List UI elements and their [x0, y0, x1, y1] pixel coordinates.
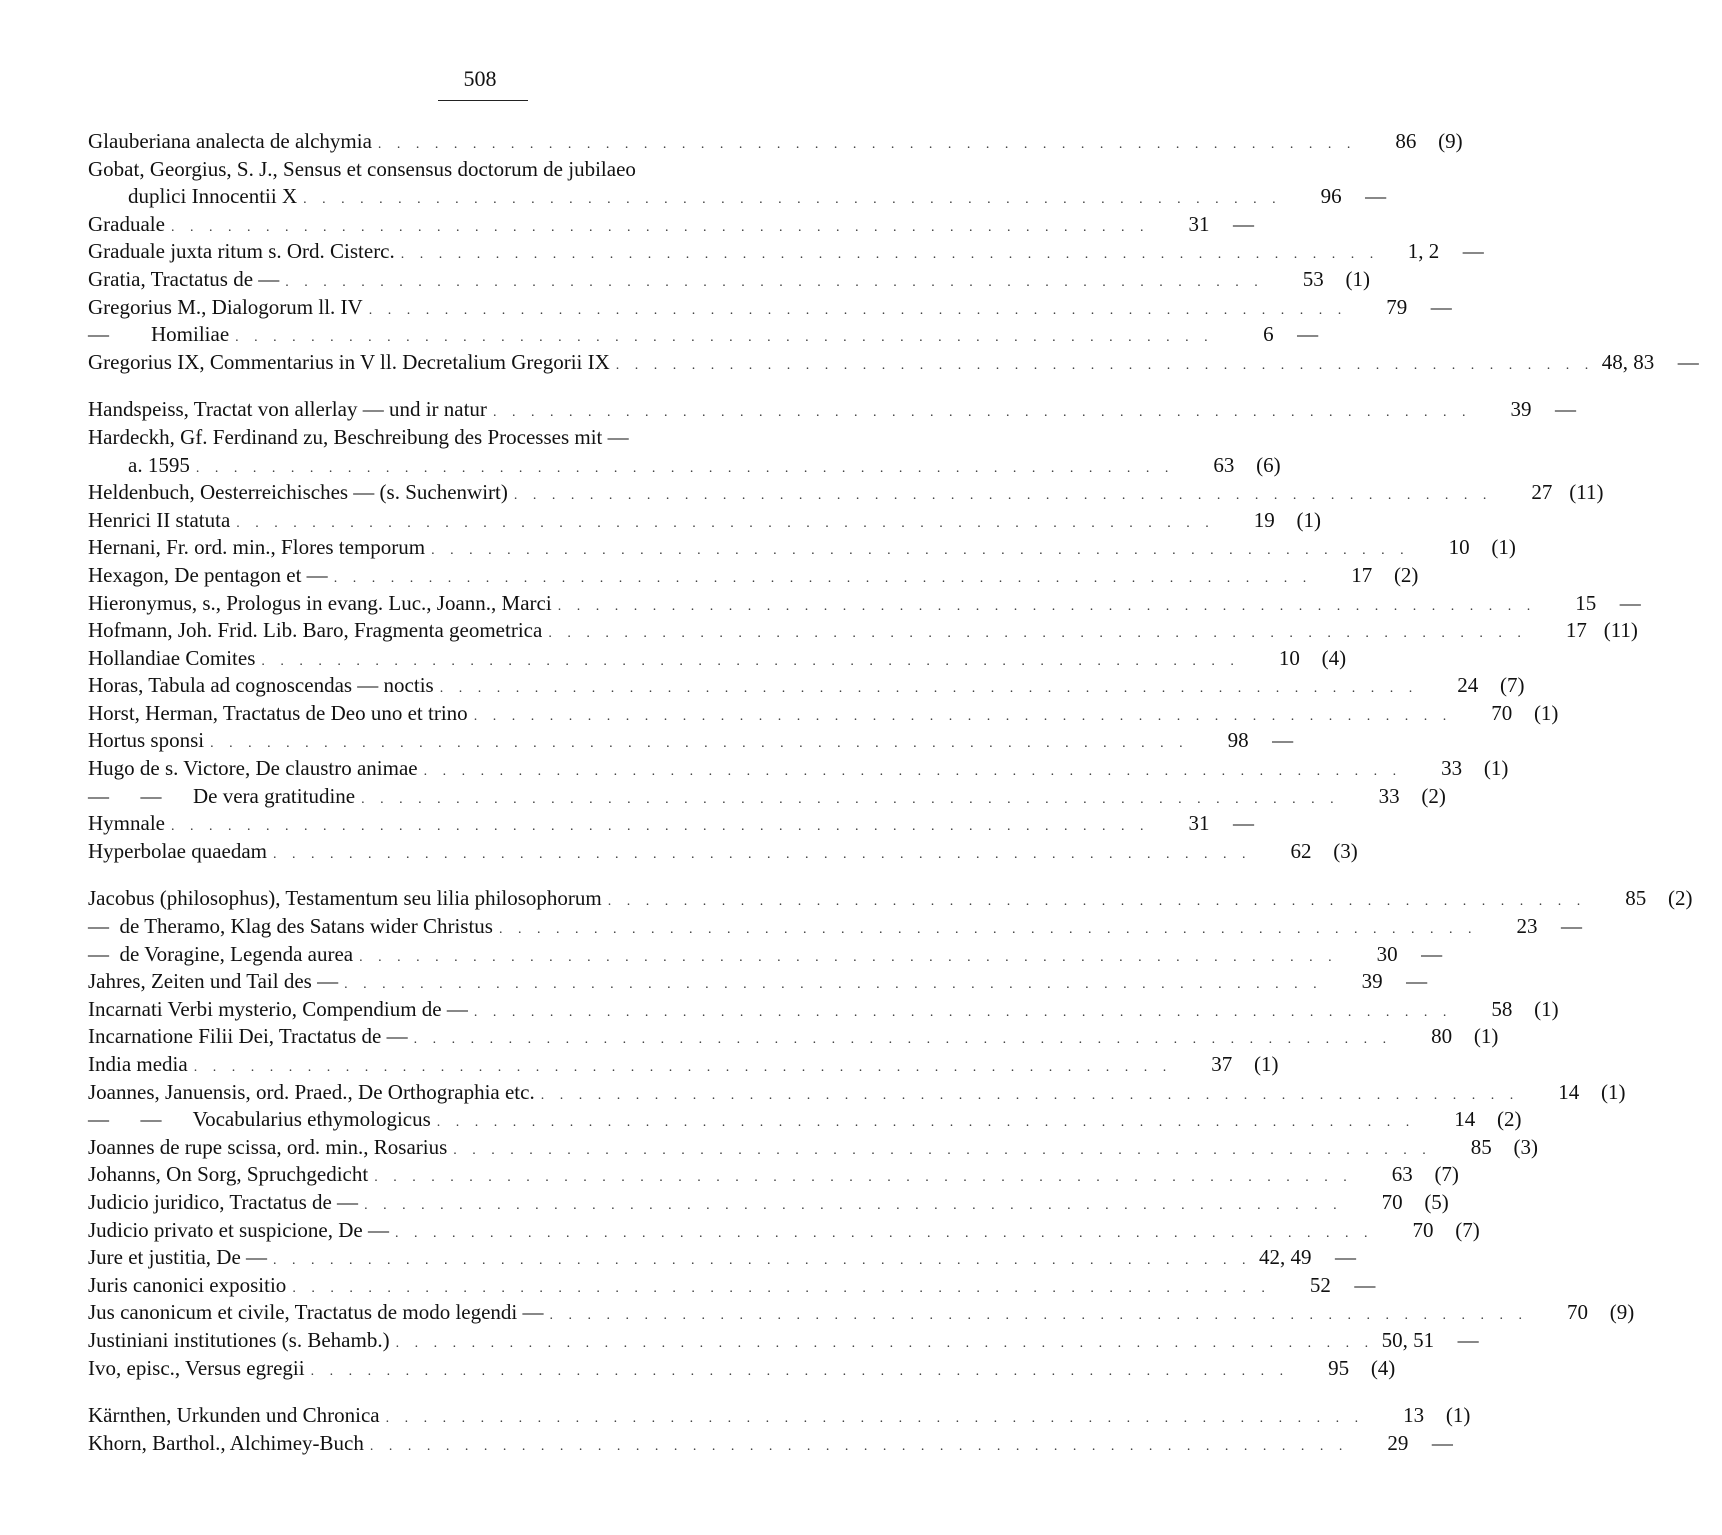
entry-page-ref: 10	[1278, 645, 1300, 670]
dot-leader: . . . . . . . . . . . . . . . . . . . . . . . . . . . . . . . . . . . . . . . . . . . . . . . . . . . .	[344, 977, 1323, 993]
dot-leader: . . . . . . . . . . . . . . . . . . . . . . . . . . . . . . . . . . . . . . . . . . . . . . . . . . . .	[423, 764, 1403, 780]
entry-title: Juris canonici expositio	[88, 1272, 287, 1297]
dot-leader: . . . . . . . . . . . . . . . . . . . . . . . . . . . . . . . . . . . . . . . . . . . . . . . . . . . .	[210, 736, 1189, 752]
page-number: 508	[463, 66, 497, 91]
entry-count: (2)	[1393, 562, 1419, 587]
entry-page-ref: 14	[1558, 1079, 1580, 1104]
entry-count: (2)	[1497, 1107, 1522, 1132]
index-entry	[88, 645, 1347, 673]
dot-leader: . . . . . . . . . . . . . . . . . . . . . . . . . . . . . . . . . . . . . . . . . . . . . . . . . . . .	[540, 1087, 1520, 1103]
entry-page-ref: 29	[1387, 1430, 1409, 1455]
entry-page-ref: 31	[1188, 211, 1210, 236]
dot-leader: . . . . . . . . . . . . . . . . . . . . . . . . . . . . . . . . . . . . . . . . . . . . . . . . . . . .	[261, 653, 1240, 669]
entry-count: (1)	[1600, 1079, 1626, 1104]
dot-leader: . . . . . . . . . . . . . . . . . . . . . . . . . . . . . . . . . . . . . . . . . . . . . . . . . . . .	[359, 949, 1338, 965]
index-entry	[88, 885, 1693, 913]
entry-count: —	[1421, 941, 1443, 966]
dot-leader: . . . . . . . . . . . . . . . . . . . . . . . . . . . . . . . . . . . . . . . . . . . . . . . . . . . .	[607, 894, 1587, 910]
entry-count: (1)	[1253, 1052, 1279, 1076]
entry-count: —	[1297, 322, 1319, 347]
index-entry	[88, 700, 1559, 728]
entry-title: Jure et justitia, De —	[88, 1245, 268, 1270]
entry-page-ref: 63	[1213, 452, 1235, 477]
entry-count: (2)	[1668, 886, 1693, 911]
entry-page-ref: 70	[1567, 1300, 1588, 1325]
entry-page-ref: 79	[1386, 294, 1408, 319]
entry-count: (11)	[1603, 618, 1638, 643]
entry-page-ref: 86	[1395, 129, 1417, 153]
dot-leader: . . . . . . . . . . . . . . . . . . . . . . . . . . . . . . . . . . . . . . . . . . . . . . . . . . . .	[310, 1363, 1290, 1379]
index-entry	[88, 238, 1484, 266]
entry-title: Graduale	[88, 211, 165, 236]
entry-page-ref: 33	[1378, 783, 1400, 808]
entry-title: a. 1595	[128, 452, 190, 477]
entry-count: (4)	[1370, 1355, 1396, 1380]
entry-title: Johanns, On Sorg, Spruchgedicht	[88, 1162, 369, 1187]
entry-count: (9)	[1609, 1300, 1635, 1325]
entry-page-ref: 52	[1309, 1272, 1331, 1297]
entry-page-ref: 19	[1253, 507, 1275, 532]
entry-title: Horas, Tabula ad cognoscendas — noctis	[88, 673, 434, 698]
entry-count: (1)	[1345, 266, 1371, 291]
entry-title: Gregorius M., Dialogorum ll. IV	[88, 294, 363, 319]
entry-count: (1)	[1483, 756, 1509, 781]
entry-title: Jahres, Zeiten und Tail des —	[88, 969, 339, 994]
entry-page-ref: 14	[1454, 1107, 1476, 1132]
index-entry	[88, 1430, 1453, 1458]
entry-count: (1)	[1473, 1024, 1499, 1049]
dot-leader: . . . . . . . . . . . . . . . . . . . . . . . . . . . . . . . . . . . . . . . . . . . . . . . . . . . .	[236, 515, 1215, 531]
entry-title: Handspeiss, Tractat von allerlay — und ir natur	[88, 397, 487, 422]
index-entry	[88, 479, 1604, 507]
index-entry	[88, 783, 1446, 811]
index-entry	[88, 1272, 1376, 1300]
entry-page-ref: 42, 49	[1259, 1245, 1312, 1270]
index-entry-line: Hardeckh, Gf. Ferdinand zu, Beschreibung des Processes mit —	[88, 424, 629, 449]
index-entry	[88, 1402, 1471, 1430]
entry-count: (9)	[1438, 129, 1463, 153]
entry-page-ref: 6	[1263, 322, 1274, 347]
index-group	[88, 128, 1699, 376]
dot-leader: . . . . . . . . . . . . . . . . . . . . . . . . . . . . . . . . . . . . . . . . . . . . . . . . . . . .	[548, 626, 1527, 642]
entry-page-ref: 1, 2	[1407, 239, 1440, 264]
entry-count: (3)	[1333, 838, 1358, 863]
entry-page-ref: 23	[1516, 914, 1538, 939]
entry-page-ref: 58	[1491, 996, 1513, 1021]
entry-count: (4)	[1321, 645, 1347, 670]
index-entry	[88, 266, 1371, 294]
entry-page-ref: 15	[1575, 590, 1597, 615]
entry-title: Hugo de s. Victore, De claustro animae	[88, 756, 418, 781]
entry-page-ref: 80	[1431, 1024, 1453, 1049]
entry-title: Graduale juxta ritum s. Ord. Cisterc.	[88, 239, 395, 264]
entry-count: (3)	[1513, 1134, 1539, 1159]
entry-count: —	[1430, 294, 1452, 319]
index-entry	[88, 755, 1509, 783]
entry-count: (1)	[1445, 1403, 1471, 1428]
entry-title: India media	[88, 1052, 188, 1076]
entry-count: —	[1365, 184, 1387, 209]
index-entry	[88, 672, 1525, 700]
entry-count: (7)	[1499, 673, 1525, 698]
entry-page-ref: 24	[1457, 673, 1479, 698]
index-entry	[88, 1327, 1479, 1355]
dot-leader: . . . . . . . . . . . . . . . . . . . . . . . . . . . . . . . . . . . . . . . . . . . . . . . . . . . .	[333, 570, 1313, 586]
index-entry	[88, 562, 1419, 590]
index-entry	[88, 349, 1699, 377]
entry-count: (5)	[1424, 1189, 1449, 1214]
entry-title: Judicio privato et suspicione, De —	[88, 1217, 389, 1242]
entry-title: Hyperbolae quaedam	[88, 838, 268, 863]
dot-leader: . . . . . . . . . . . . . . . . . . . . . . . . . . . . . . . . . . . . . . . . . . . . . . . . . . . .	[557, 598, 1537, 614]
entry-count: —	[1335, 1245, 1357, 1270]
entry-page-ref: 85	[1625, 886, 1647, 911]
index-entry	[88, 452, 1281, 480]
entry-count: —	[1431, 1430, 1453, 1455]
dot-leader: . . . . . . . . . . . . . . . . . . . . . . . . . . . . . . . . . . . . . . . . . . . . . . . . . . . .	[368, 302, 1348, 318]
index-entry	[88, 1079, 1626, 1107]
entry-count: (1)	[1533, 700, 1559, 725]
entry-page-ref: 70	[1381, 1189, 1403, 1214]
index-entry	[88, 396, 1576, 424]
entry-page-ref: 13	[1403, 1403, 1425, 1428]
entry-count: (11)	[1569, 480, 1604, 505]
index-group	[88, 885, 1693, 1382]
entry-count: (6)	[1256, 452, 1281, 477]
dot-leader: . . . . . . . . . . . . . . . . . . . . . . . . . . . . . . . . . . . . . . . . . . . . . . . . . . . .	[615, 357, 1595, 373]
entry-page-ref: 10	[1448, 535, 1470, 560]
entry-count: —	[1272, 728, 1294, 753]
entry-count: (7)	[1434, 1162, 1459, 1187]
dot-leader: . . . . . . . . . . . . . . . . . . . . . . . . . . . . . . . . . . . . . . . . . . . . . . . . . . . .	[273, 846, 1252, 862]
index-entry	[88, 534, 1516, 562]
entry-title: — de Voragine, Legenda aurea	[88, 941, 354, 966]
index-entry	[88, 1244, 1357, 1272]
entry-title: Heldenbuch, Oesterreichisches — (s. Suchenwirt)	[88, 480, 508, 505]
entry-count: —	[1554, 397, 1576, 422]
index-entry	[88, 996, 1559, 1024]
entry-title: Incarnati Verbi mysterio, Compendium de —	[88, 996, 468, 1021]
entry-title: — — De vera gratitudine	[88, 783, 356, 808]
entry-page-ref: 33	[1441, 756, 1463, 781]
index-entry	[88, 617, 1638, 645]
entry-page-ref: 17	[1565, 618, 1587, 643]
index-entry	[88, 507, 1322, 535]
entry-title: Hortus sponsi	[88, 728, 205, 753]
index-entry	[88, 1299, 1635, 1327]
entry-title: Hofmann, Joh. Frid. Lib. Baro, Fragmenta geometrica	[88, 618, 543, 643]
index-entry	[88, 941, 1443, 969]
entry-title: Henrici II statuta	[88, 507, 231, 532]
dot-leader: . . . . . . . . . . . . . . . . . . . . . . . . . . . . . . . . . . . . . . . . . . . . . . . . . . . .	[513, 488, 1493, 504]
dot-leader: . . . . . . . . . . . . . . . . . . . . . . . . . . . . . . . . . . . . . . . . . . . . . . . . . . . .	[361, 791, 1340, 807]
dot-leader: . . . . . . . . . . . . . . . . . . . . . . . . . . . . . . . . . . . . . . . . . . . . . . . . . . . .	[394, 1225, 1374, 1241]
dot-leader: . . . . . . . . . . . . . . . . . . . . . . . . . . . . . . . . . . . . . . . . . . . . . . . . . . . .	[400, 247, 1380, 263]
entry-page-ref: 96	[1320, 184, 1342, 209]
page-number-rule	[438, 100, 528, 101]
dot-leader: . . . . . . . . . . . . . . . . . . . . . . . . . . . . . . . . . . . . . . . . . . . . . . . . . . . .	[473, 1004, 1453, 1020]
dot-leader: . . . . . . . . . . . . . . . . . . . . . . . . . . . . . . . . . . . . . . . . . . . . . . . . . . . .	[498, 922, 1478, 938]
dot-leader: . . . . . . . . . . . . . . . . . . . . . . . . . . . . . . . . . . . . . . . . . . . . . . . . . . . .	[436, 1115, 1416, 1131]
dot-leader: . . . . . . . . . . . . . . . . . . . . . . . . . . . . . . . . . . . . . . . . . . . . . . . . . . . .	[395, 1335, 1375, 1351]
entry-page-ref: 39	[1361, 969, 1383, 994]
entry-page-ref: 70	[1412, 1217, 1434, 1242]
index-entries	[88, 128, 1699, 1457]
dot-leader: . . . . . . . . . . . . . . . . . . . . . . . . . . . . . . . . . . . . . . . . . . . . . . . . . . . .	[431, 543, 1410, 559]
entry-page-ref: 63	[1391, 1162, 1413, 1187]
entry-page-ref: 53	[1302, 266, 1324, 291]
index-entry	[88, 294, 1452, 322]
entry-page-ref: 70	[1491, 700, 1513, 725]
index-entry	[88, 1189, 1449, 1217]
entry-count: (1)	[1491, 535, 1516, 560]
entry-count: (1)	[1296, 507, 1322, 532]
entry-page-ref: 17	[1351, 562, 1373, 587]
entry-title: Hexagon, De pentagon et —	[88, 562, 328, 587]
entry-count: —	[1677, 349, 1699, 374]
dot-leader: . . . . . . . . . . . . . . . . . . . . . . . . . . . . . . . . . . . . . . . . . . . . . . . . . . . .	[170, 219, 1150, 235]
index-entry	[88, 913, 1582, 941]
index-entry	[88, 810, 1254, 838]
dot-leader: . . . . . . . . . . . . . . . . . . . . . . . . . . . . . . . . . . . . . . . . . . . . . . . . . . . .	[292, 1280, 1271, 1296]
entry-count: —	[1619, 590, 1641, 615]
entry-title: Horst, Herman, Tractatus de Deo uno et trino	[88, 700, 468, 725]
entry-title: — — Vocabularius ethymologicus	[88, 1107, 431, 1132]
entry-page-ref: 50, 51	[1381, 1327, 1435, 1352]
index-entry	[88, 321, 1319, 349]
entry-title: — Homiliae	[88, 322, 230, 347]
index-entry	[88, 1161, 1459, 1189]
entry-page-ref: 98	[1227, 728, 1249, 753]
index-entry	[88, 838, 1358, 866]
entry-title: Joannes, Januensis, ord. Praed., De Orthographia etc.	[88, 1079, 535, 1104]
entry-count: (2)	[1421, 783, 1446, 808]
entry-title: Gregorius IX, Commentarius in V ll. Decretalium Gregorii IX	[88, 349, 610, 374]
entry-title: Glauberiana analecta de alchymia	[88, 129, 372, 153]
entry-page-ref: 30	[1376, 941, 1398, 966]
entry-count: (1)	[1534, 996, 1559, 1021]
entry-title: Ivo, episc., Versus egregii	[88, 1355, 305, 1380]
entry-title: Incarnatione Filii Dei, Tractatus de —	[88, 1024, 408, 1049]
entry-title: Gratia, Tractatus de —	[88, 266, 280, 291]
dot-leader: . . . . . . . . . . . . . . . . . . . . . . . . . . . . . . . . . . . . . . . . . . . . . . . . . . . .	[273, 1253, 1252, 1269]
entry-title: Jacobus (philosophus), Testamentum seu lilia philosophorum	[88, 886, 602, 911]
entry-page-ref: 27	[1531, 480, 1553, 505]
dot-leader: . . . . . . . . . . . . . . . . . . . . . . . . . . . . . . . . . . . . . . . . . . . . . . . . . . . .	[195, 460, 1175, 476]
entry-count: —	[1354, 1272, 1376, 1297]
entry-page-ref: 48, 83	[1601, 349, 1655, 374]
entry-count: —	[1457, 1327, 1479, 1352]
dot-leader: . . . . . . . . . . . . . . . . . . . . . . . . . . . . . . . . . . . . . . . . . . . . . . . . . . . .	[285, 274, 1264, 290]
dot-leader: . . . . . . . . . . . . . . . . . . . . . . . . . . . . . . . . . . . . . . . . . . . . . . . . . . . .	[549, 1308, 1528, 1324]
entry-title: Joannes de rupe scissa, ord. min., Rosarius	[88, 1134, 448, 1159]
entry-count: —	[1232, 811, 1254, 836]
entry-count: —	[1560, 914, 1582, 939]
index-entry	[88, 968, 1428, 996]
entry-title: Hymnale	[88, 811, 165, 836]
entry-title: Judicio juridico, Tractatus de —	[88, 1189, 359, 1214]
entry-title: Justiniani institutiones (s. Behamb.)	[88, 1327, 390, 1352]
entry-title: Jus canonicum et civile, Tractatus de modo legendi —	[88, 1300, 544, 1325]
index-entry	[88, 727, 1294, 755]
index-entry	[88, 1134, 1539, 1162]
index-group	[88, 1402, 1471, 1457]
index-entry	[88, 1355, 1396, 1383]
dot-leader: . . . . . . . . . . . . . . . . . . . . . . . . . . . . . . . . . . . . . . . . . . . . . . . . . . . .	[303, 192, 1282, 208]
index-entry	[88, 1217, 1480, 1245]
index-entry	[88, 183, 1387, 211]
index-entry-line: Gobat, Georgius, S. J., Sensus et consensus doctorum de jubilaeo	[88, 156, 636, 181]
entry-title: Hollandiae Comites	[88, 645, 256, 670]
entry-count: (7)	[1455, 1217, 1480, 1242]
entry-page-ref: 31	[1188, 811, 1210, 836]
index-entry	[88, 1023, 1499, 1051]
entry-count: —	[1406, 969, 1428, 994]
dot-leader: . . . . . . . . . . . . . . . . . . . . . . . . . . . . . . . . . . . . . . . . . . . . . . . . . . . .	[385, 1411, 1365, 1427]
dot-leader: . . . . . . . . . . . . . . . . . . . . . . . . . . . . . . . . . . . . . . . . . . . . . . . . . . . .	[369, 1438, 1349, 1454]
entry-page-ref: 62	[1290, 838, 1312, 863]
dot-leader: . . . . . . . . . . . . . . . . . . . . . . . . . . . . . . . . . . . . . . . . . . . . . . . . . . . .	[413, 1032, 1393, 1048]
dot-leader: . . . . . . . . . . . . . . . . . . . . . . . . . . . . . . . . . . . . . . . . . . . . . . . . . . . .	[492, 405, 1472, 421]
dot-leader: . . . . . . . . . . . . . . . . . . . . . . . . . . . . . . . . . . . . . . . . . . . . . . . . . . . .	[170, 819, 1150, 835]
index-entry	[88, 128, 1463, 156]
index-entry	[88, 590, 1641, 618]
index-group	[88, 396, 1641, 865]
dot-leader: . . . . . . . . . . . . . . . . . . . . . . . . . . . . . . . . . . . . . . . . . . . . . . . . . . . .	[439, 681, 1419, 697]
entry-title: Kärnthen, Urkunden und Chronica	[88, 1403, 380, 1428]
index-entry	[88, 211, 1254, 239]
entry-title: — de Theramo, Klag des Satans wider Christus	[88, 914, 493, 939]
dot-leader: . . . . . . . . . . . . . . . . . . . . . . . . . . . . . . . . . . . . . . . . . . . . . . . . . . . .	[374, 1170, 1353, 1186]
entry-title: Khorn, Barthol., Alchimey-Buch	[88, 1430, 364, 1455]
entry-title: duplici Innocentii X	[128, 184, 298, 209]
dot-leader: . . . . . . . . . . . . . . . . . . . . . . . . . . . . . . . . . . . . . . . . . . . . . . . . . . . .	[377, 137, 1357, 152]
entry-count: —	[1232, 211, 1254, 236]
index-entry	[88, 1106, 1522, 1134]
dot-leader: . . . . . . . . . . . . . . . . . . . . . . . . . . . . . . . . . . . . . . . . . . . . . . . . . . . .	[364, 1197, 1343, 1213]
index-entry	[88, 1051, 1279, 1079]
dot-leader: . . . . . . . . . . . . . . . . . . . . . . . . . . . . . . . . . . . . . . . . . . . . . . . . . . . .	[473, 708, 1453, 724]
dot-leader: . . . . . . . . . . . . . . . . . . . . . . . . . . . . . . . . . . . . . . . . . . . . . . . . . . . .	[453, 1142, 1432, 1158]
entry-count: —	[1462, 239, 1484, 264]
dot-leader: . . . . . . . . . . . . . . . . . . . . . . . . . . . . . . . . . . . . . . . . . . . . . . . . . . . .	[193, 1060, 1173, 1075]
entry-page-ref: 39	[1510, 397, 1532, 422]
entry-page-ref: 37	[1211, 1052, 1233, 1076]
entry-page-ref: 95	[1328, 1355, 1350, 1380]
entry-page-ref: 85	[1470, 1134, 1492, 1159]
dot-leader: . . . . . . . . . . . . . . . . . . . . . . . . . . . . . . . . . . . . . . . . . . . . . . . . . . . .	[235, 330, 1214, 346]
entry-title: Hernani, Fr. ord. min., Flores temporum	[88, 535, 426, 560]
entry-title: Hieronymus, s., Prologus in evang. Luc., Joann., Marci	[88, 590, 552, 615]
